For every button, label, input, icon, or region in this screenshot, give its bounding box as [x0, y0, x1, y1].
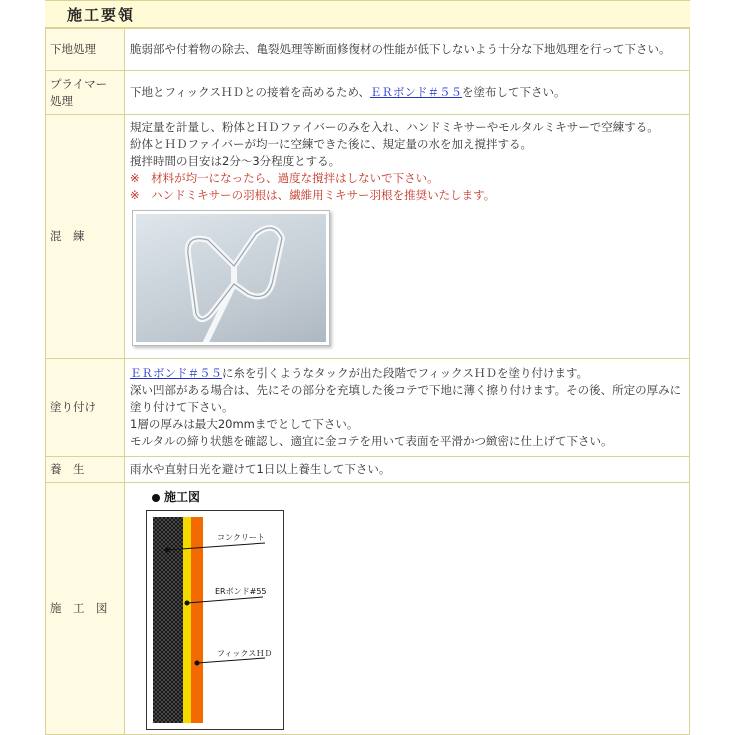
nuritsuke-line1 — [130, 365, 685, 382]
konren-line: 撹拌時間の目安は2分～3分程度とする。 — [130, 154, 341, 168]
mixer-paddle-icon — [136, 214, 326, 342]
row-content-yojo: 雨水や直射日光を避けて1日以上養生して下さい。 — [125, 457, 690, 483]
primer-text-before: 下地とフィックスＨＤとの接着を高めるため、 — [130, 85, 371, 99]
konren-line: 紛体とＨＤファイバーが均一に空練できた後に、規定量の水を加え撹拌する。 — [130, 137, 533, 151]
bullet-icon — [152, 494, 160, 502]
primer-label-line1: プライマー — [50, 76, 108, 91]
fix-hd-label: フィックスＨＤ — [217, 649, 273, 658]
table-row — [46, 359, 690, 457]
table-row — [46, 115, 690, 359]
table-row — [46, 71, 690, 115]
row-label-shitaji: 下地処理 — [46, 29, 125, 71]
construction-diagram — [146, 510, 284, 730]
mixer-photo-frame — [132, 210, 330, 346]
nuritsuke-line4: モルタルの締り状態を確認し、適宜に金コテを用いて表面を平滑かつ緻密に仕上げて下さい。 — [130, 434, 613, 448]
concrete-label: コンクリート — [217, 533, 265, 542]
row-label-primer — [46, 71, 125, 115]
section-title: 施工要領 — [67, 5, 136, 24]
table-row — [46, 483, 690, 735]
primer-text-after: を塗布して下さい。 — [462, 85, 566, 99]
table-row — [46, 457, 690, 483]
concrete-leader-dot — [165, 548, 170, 553]
er-bond-link-2[interactable]: ＥＲボンド＃５５ — [130, 366, 222, 380]
procedure-table — [45, 28, 690, 735]
row-content-primer — [125, 71, 690, 115]
construction-guide — [45, 0, 690, 735]
diagram-title — [152, 489, 685, 506]
bond-label: ERボンド#55 — [215, 587, 267, 596]
er-bond-link[interactable]: ＥＲボンド＃５５ — [370, 85, 463, 99]
section-title-bar — [45, 0, 690, 28]
row-label-yojo: 養 生 — [46, 457, 125, 483]
nuritsuke-line2: 深い凹部がある場合は、先にその部分を充填した後コテで下地に薄く擦り付けます。その後、所定の厚みに塗り付けて下さい。 — [130, 383, 682, 414]
konren-warning: ※ 材料が均一になったら、過度な撹拌はしないで下さい。 — [130, 171, 439, 185]
row-label-sekozu: 施 工 図 — [46, 483, 125, 735]
konren-line: 規定量を計量し、粉体とＨＤファイバーのみを入れ、ハンドミキサーやモルタルミキサーで空練する。 — [130, 120, 659, 134]
table-row — [46, 29, 690, 71]
row-content-shitaji: 脆弱部や付着物の除去、亀裂処理等断面修復材の性能が低下しないよう十分な下地処理を行って下さい。 — [125, 29, 690, 71]
nuritsuke-line1-text: に糸を引くようなタックが出た段階でフィックスＨＤを塗り付けます。 — [222, 366, 589, 380]
row-content-sekozu — [125, 483, 690, 735]
konren-warning: ※ ハンドミキサーの羽根は、繊維用ミキサー羽根を推奨いたします。 — [130, 188, 496, 202]
primer-label-line2: 処理 — [50, 93, 73, 108]
fix-leader-dot — [195, 661, 200, 666]
nuritsuke-line3: 1層の厚みは最大20mmまでとして下さい。 — [130, 417, 359, 431]
diagram-title-text: 施工図 — [164, 490, 201, 504]
row-label-konren: 混 練 — [46, 115, 125, 359]
row-content-konren — [125, 115, 690, 359]
row-content-nuritsuke — [125, 359, 690, 457]
mixer-paddle-photo — [136, 214, 326, 342]
bond-leader-dot — [185, 601, 190, 606]
row-label-nuritsuke: 塗り付け — [46, 359, 125, 457]
